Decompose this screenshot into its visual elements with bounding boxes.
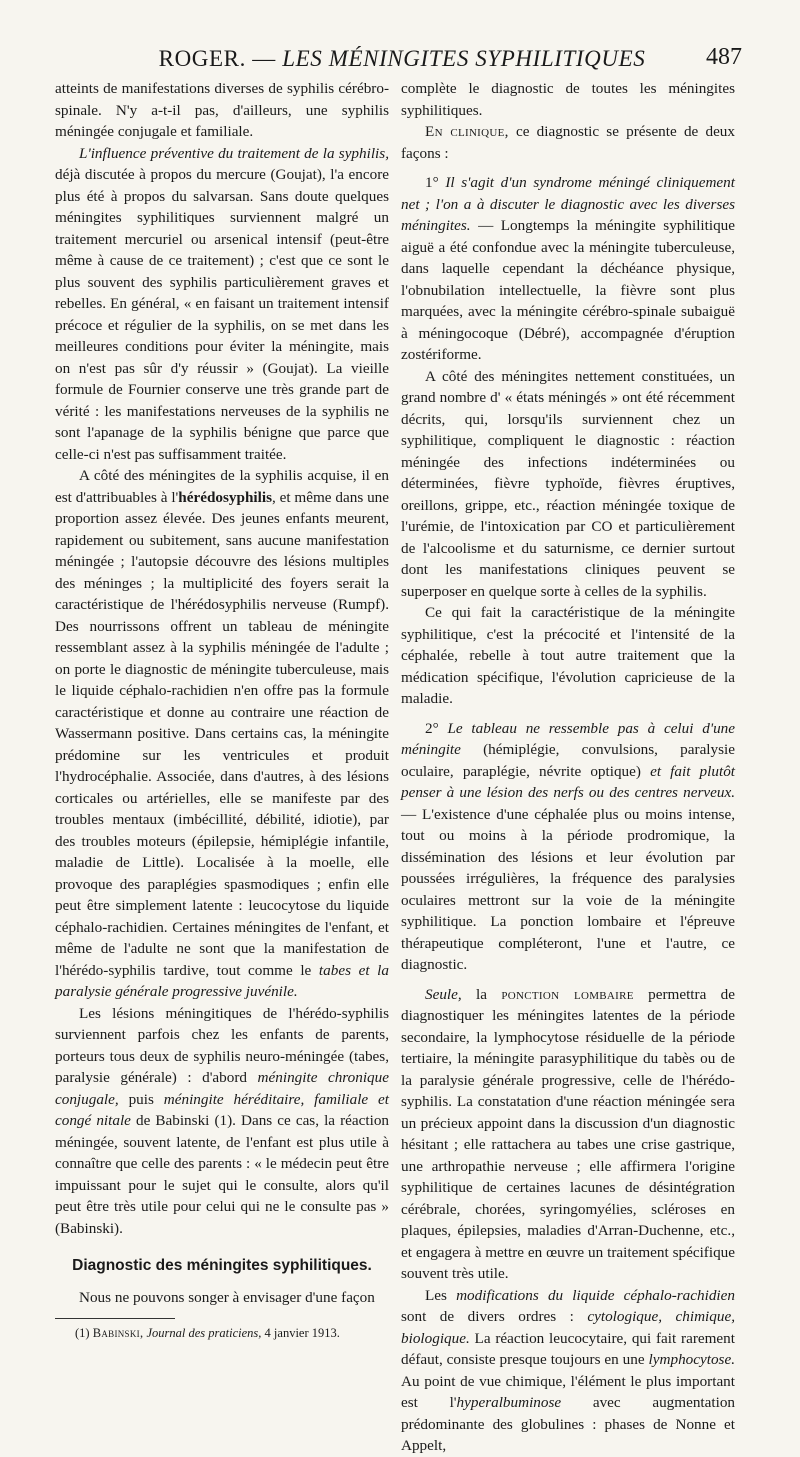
title-author: ROGER. — [158, 46, 246, 71]
right-column — [401, 78, 735, 1457]
title-rest: LES MÉNINGITES SYPHILITIQUES — [282, 46, 646, 71]
section-heading: Diagnostic des méningites syphilitiques. — [72, 1257, 372, 1274]
italic-run: modifications du liquide céphalo-rachidien — [456, 1286, 735, 1304]
italic-run: cytologique, chimique, biologique. — [401, 1308, 735, 1347]
running-header — [52, 42, 752, 76]
paragraph — [55, 465, 389, 1003]
text-run: La réaction leucocytaire, qui fait rarement défaut, consiste presque toujours en une — [401, 1329, 735, 1368]
italic-run: méningite héréditaire, familiale et congé nitale — [55, 1090, 389, 1129]
text-run: puis — [118, 1090, 164, 1108]
footnote-rule — [55, 1318, 175, 1319]
italic-run: lymphocytose. — [648, 1351, 735, 1368]
paragraph — [55, 143, 389, 466]
footnote — [55, 1325, 389, 1342]
text-run: la — [461, 985, 502, 1003]
running-title — [52, 46, 752, 72]
italic-run: Il s'agit d'un syndrome méningé cliniquement net ; l'on a à discuter le diagnostic avec les diverses méningites. — [401, 174, 735, 234]
title-dash: — — [245, 46, 283, 71]
text-run: avec augmentation prédominante des globulines : phases de Nonne et Appelt, — [401, 1394, 736, 1454]
italic-run: et fait plutôt penser à une lésion des nerfs ou des centres nerveux. — [401, 762, 736, 801]
paragraph — [401, 172, 735, 366]
item-number: 1° — [425, 174, 446, 191]
text-run: Les — [425, 1286, 457, 1304]
text-run: Au point de vue chimique, l'élément le plus important est l' — [401, 1372, 735, 1411]
text-run: de Babinski (1). Dans ce cas, la réaction méningée, souvent latente, de l'enfant est plus utile à connaître que celle des parents : « le médecin peut être impuissant pour le sujet qui le consulte, alors qu'il peut être très utile pour celui qui ne le consulte pas » (Babinski). — [55, 1112, 390, 1237]
paragraph — [401, 718, 735, 976]
text-run: sont de divers ordres : — [401, 1308, 588, 1325]
paragraph — [401, 984, 735, 1285]
footnote-number: (1) — [75, 1326, 93, 1340]
italic-run: L'influence préventive du traitement de la syphilis, — [79, 144, 389, 162]
text-run: , et même dans une proportion assez élevée. Des jeunes enfants meurent, rapidement ou subitement, sans aucune manifestation méningée ; l'autopsie découvre des lésions multiples des méninges ; la multiplicité des foyers serait la caractéristique de l'hérédosyphilis nerveuse (Rumpf). Des nourrissons offrent un tableau de méningite ressemblant assez à la syphilis méningée de l'adulte ; on porte le diagnostic de méningite tuberculeuse, mais le liquide céphalo-rachidien n'en offre pas la formule caractéristique et donne au contraire une réaction de Wassermann positive. Dans certains cas, la méningite prédomine sur les ventricules et produit l'hydrocéphalie. Associée, dans d'autres, à des lésions corticales ou artérielles, elle se manifeste par des troubles mentaux (imbécillité, débilité, idiotie), par des troubles moteurs (épilepsie, hémiplégie infantile, maladie de Little). Localisée à la moelle, elle provoque des paraplégies spasmodiques ; enfin elle peut être simplement latente : leucocytose du liquide céphalo-rachidien. Certaines méningites de l'enfant, et même de l'adulte ne sont que la manifestation de l'hérédo-syphilis tardive, tout comme le — [55, 488, 390, 979]
text-run: Les lésions méningitiques de l'hérédo-syphilis surviennent parfois chez les enfants de parents, porteurs tous deux de syphilis neuro-méningée (tabes, paralysie générale) : d'abord — [55, 1004, 389, 1086]
text-run: ce diagnostic se présente de deux façons : — [401, 123, 735, 162]
item-number: 2° — [425, 719, 448, 737]
paragraph — [55, 1003, 389, 1240]
footnote-journal: Journal des praticiens, — [143, 1326, 262, 1340]
text-run: permettra de diagnostiquer les méningites latentes de la période secondaire, la lymphocytose résiduelle de la période tertiaire, la méningite parasyphilitique du tabès ou de la paralysie générale progressive, celle de l'hérédo-syphilis. La constatation d'une réaction méningée sera un précieux appoint dans la discussion d'un diagnostic hésitant ; elle rattachera au tabes une crise gastrique, une arthropathie nerveuse ; elle affirmera l'origine syphilitique de certaines lacunes de désintégration cérébrale, chorées, syringomyélies, scléroses en plaques, épilepsies, maladies d'Arran-Duchenne, etc., et engagera à mettre en œuvre un traitement spécifique souvent très utile. — [401, 985, 735, 1282]
footnote-author: Babinski, — [92, 1326, 144, 1340]
left-column — [55, 78, 389, 1342]
italic-run: Le tableau ne ressemble pas à celui d'une méningite — [401, 719, 735, 758]
paragraph: Nous ne pouvons songer à envisager d'une façon — [79, 1288, 375, 1306]
paragraph: complète le diagnostic de toutes les méningites syphilitiques. — [401, 80, 735, 119]
paragraph: Ce qui fait la caractéristique de la méningite syphilitique, c'est la précocité et l'intensité de la céphalée, rebelle à tout autre traitement que la médication spécifique, l'évolution capricieuse de la maladie. — [401, 604, 735, 707]
italic-run: méningite chronique conjugale, — [55, 1069, 389, 1108]
smallcaps-run: ponction lombaire — [501, 985, 634, 1003]
text-run: — L'existence d'une céphalée plus ou moins intense, tout ou moins à la période prodromique, la dissémination des lésions et leur évolution par poussées irrégulières, la fréquence des paralysies oculaires mettront sur la voie de la méningite syphilitique. La ponction lombaire et l'épreuve thérapeutique compléteront, l'une et l'autre, ce diagnostic. — [401, 805, 735, 973]
text-run: — Longtemps la méningite syphilitique aiguë a été confondue avec la méningite tuberculeuse, dans laquelle cependant la déchéance physique, l'obnubilation intellectuelle, la fièvre sont plus marquées, avec la méningite cérébro-spinale subaiguë à méningocoque (Débré), accompagnée d'éruption zostériforme. — [401, 217, 735, 363]
paragraph — [401, 121, 735, 164]
text-run: déjà discutée à propos du mercure (Goujat), l'a encore plus été à propos du salvarsan. Sans doute quelques méningites syphilitiques surviennent malgré un traitement mercuriel ou arsenical intensif (peut-être même à cause de ce traitement) ; c'est que ce sont le plus souvent des syphilis particulièrement graves et rebelles. En général, « en faisant un traitement intensif précoce et régulier de la syphilis, on se met dans les meilleures conditions pour éviter la méningite, mais on n'est pas sûr d'y réussir » (Goujat). La vieille formule de Fournier conserve une très grande part de vérité : les manifestations nerveuses de la syphilis ne sont l'apanage de la syphilis bénigne que parce que celle-ci n'est pas suffisamment traitée. — [55, 166, 389, 463]
smallcaps-run: En clinique, — [425, 123, 509, 140]
footnote-date: 4 janvier 1913. — [261, 1326, 340, 1340]
bold-run: hérédosyphilis — [178, 488, 272, 506]
paragraph: A côté des méningites nettement constituées, un grand nombre d' « états méningés » ont été récemment décrits, qui, lorsqu'ils surviennent chez un syphilitique, compliquent le diagnostic : réaction méningée des infections indéterminées ou déterminées, fièvre typhoïde, fièvres éruptives, oreillons, grippe, etc., réaction méningée toxique de l'urémie, de l'intoxication par CO et particulièrement de l'alcoolisme et du saturnisme, ce dernier surtout dont les manifestations cliniques peuvent se superposer en quelque sorte à celles de la syphilis. — [401, 367, 735, 600]
text-run: (hémiplégie, convulsions, paralysie oculaire, paraplégie, névrite optique) — [401, 741, 735, 780]
text-run: A côté des méningites de la syphilis acquise, il en est d'attribuables à l' — [55, 467, 389, 506]
italic-run: tabes et la paralysie générale progressive juvénile. — [55, 961, 389, 1000]
italic-run: hyperalbuminose — [456, 1394, 562, 1411]
page-number: 487 — [706, 44, 742, 70]
paragraph — [401, 1285, 735, 1457]
paragraph: atteints de manifestations diverses de syphilis cérébro-spinale. N'y a-t-il pas, d'ailleurs, une syphilis méningée conjugale et familiale. — [55, 80, 389, 140]
italic-run: Seule, — [425, 985, 462, 1003]
